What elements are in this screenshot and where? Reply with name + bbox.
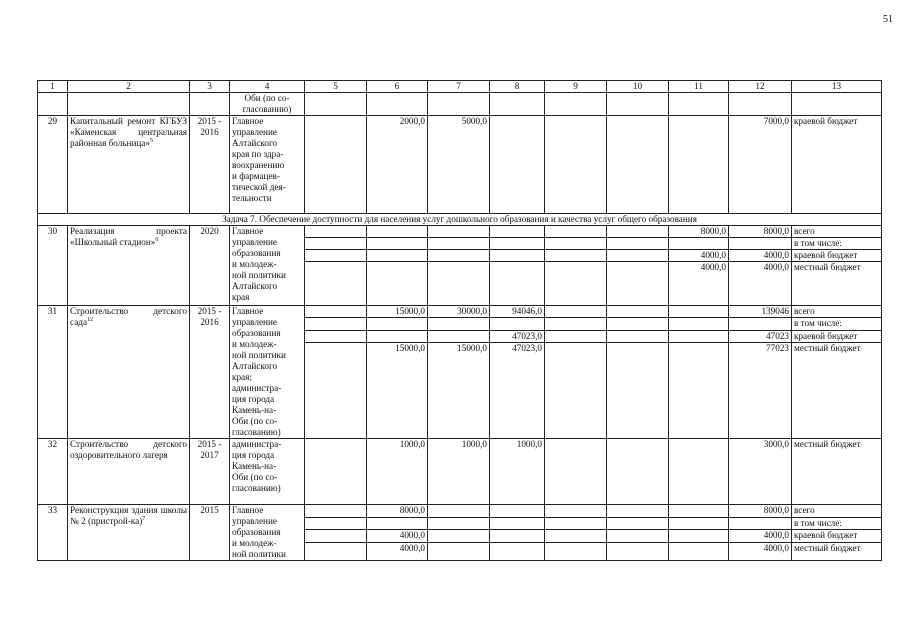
measure-name: Строительство детского оздоровительного лагеря: [68, 439, 190, 505]
value-cell: 3000,0: [729, 439, 792, 505]
source-cell: местный бюджет: [792, 343, 882, 439]
source-cell: всего: [792, 226, 882, 238]
value-cell: 4000,0: [367, 530, 428, 543]
value-cell: [428, 318, 490, 330]
value-cell: 4000,0: [729, 250, 792, 262]
value-cell: 1000,0: [490, 439, 545, 505]
measure-name: Капитальный ремонт КГБУЗ «Каменская центральная районная больница»$^5$: [68, 116, 190, 214]
row-number: 30: [38, 226, 68, 306]
table-row: [38, 306, 882, 318]
table-row: [38, 439, 882, 505]
years-cell: 2015: [190, 505, 230, 561]
value-cell: 94046,0: [490, 306, 545, 318]
value-cell: 139046: [729, 306, 792, 318]
col-header: 9: [545, 81, 607, 93]
source-cell: краевой бюджет: [792, 116, 882, 214]
source-cell: в том числе:: [792, 318, 882, 330]
table-row: [38, 93, 882, 116]
value-cell: [367, 318, 428, 330]
source-cell: в том числе:: [792, 517, 882, 530]
value-cell: [729, 517, 792, 530]
measure-name: Реализация проекта «Школьный стадион»$^6$: [68, 226, 190, 306]
program-table: [37, 80, 882, 561]
table-row: [38, 505, 882, 518]
source-cell: местный бюджет: [792, 439, 882, 505]
source-cell: всего: [792, 306, 882, 318]
source-cell: краевой бюджет: [792, 250, 882, 262]
value-cell: 4000,0: [729, 543, 792, 561]
page-number: 51: [883, 14, 893, 25]
col-header: 11: [669, 81, 729, 93]
col-header: 2: [68, 81, 190, 93]
value-cell: 1000,0: [367, 439, 428, 505]
source-cell: краевой бюджет: [792, 530, 882, 543]
source-cell: местный бюджет: [792, 262, 882, 306]
value-cell: 2000,0: [367, 116, 428, 214]
value-cell: 15000,0: [428, 343, 490, 439]
col-header: 3: [190, 81, 230, 93]
col-header: 6: [367, 81, 428, 93]
value-cell: [729, 318, 792, 330]
row-number: 29: [38, 116, 68, 214]
value-cell: [367, 517, 428, 530]
value-cell: 15000,0: [367, 343, 428, 439]
executor-cell: Главное управление образования и молодеж- ной политики: [230, 505, 305, 561]
source-cell: всего: [792, 505, 882, 518]
value-cell: 4000,0: [669, 250, 729, 262]
years-cell: 2015 - 2017: [190, 439, 230, 505]
col-header: 7: [428, 81, 490, 93]
col-header: 8: [490, 81, 545, 93]
table-row: [38, 116, 882, 214]
measure-name: Реконструкция здания школы № 2 (пристрой-ка)$^7$: [68, 505, 190, 561]
executor-cell: администра- ция города Камень-на- Оби (по со- гласованию): [230, 439, 305, 505]
source-cell: в том числе:: [792, 238, 882, 250]
col-header: 13: [792, 81, 882, 93]
value-cell: 30000,0: [428, 306, 490, 318]
value-cell: 8000,0: [367, 505, 428, 518]
table-row: [38, 226, 882, 238]
years-cell: 2020: [190, 226, 230, 306]
value-cell: [669, 238, 729, 250]
value-cell: 8000,0: [729, 505, 792, 518]
task-heading-row: [38, 214, 882, 226]
value-cell: 7000,0: [729, 116, 792, 214]
value-cell: 47023,0: [490, 330, 545, 342]
task-heading: Задача 7. Обеспечение доступности для населения услуг дошкольного образования и качества услуг общего образования: [38, 214, 882, 226]
executor-cell: Главное управление образования и молодеж- ной политики Алтайского края; администра- ция города Камень-на- Оби (по со- гласованию): [230, 306, 305, 439]
row-number: 33: [38, 505, 68, 561]
value-cell: 15000,0: [367, 306, 428, 318]
executor-cell: Оби (по со- гласованию): [230, 93, 305, 116]
value-cell: 1000,0: [428, 439, 490, 505]
executor-cell: Главное управление образования и молодеж- ной политики Алтайского края: [230, 226, 305, 306]
column-number-row: [38, 81, 882, 93]
value-cell: 47023,0: [490, 343, 545, 439]
years-cell: 2015 - 2016: [190, 306, 230, 439]
col-header: 5: [305, 81, 367, 93]
col-header: 4: [230, 81, 305, 93]
value-cell: [428, 330, 490, 342]
row-number: 32: [38, 439, 68, 505]
col-header: 10: [607, 81, 669, 93]
measure-name: Строительство детского сада$^{12}$: [68, 306, 190, 439]
source-cell: местный бюджет: [792, 543, 882, 561]
value-cell: 4000,0: [729, 530, 792, 543]
value-cell: 4000,0: [669, 262, 729, 306]
col-header: 12: [729, 81, 792, 93]
value-cell: 8000,0: [669, 226, 729, 238]
value-cell: 4000,0: [729, 262, 792, 306]
executor-cell: Главное управление Алтайского края по здра- воохранению и фармацев- тической дея- тельности: [230, 116, 305, 214]
value-cell: [490, 318, 545, 330]
value-cell: [729, 238, 792, 250]
value-cell: 8000,0: [729, 226, 792, 238]
value-cell: [367, 330, 428, 342]
value-cell: 47023: [729, 330, 792, 342]
row-number: 31: [38, 306, 68, 439]
value-cell: 77023: [729, 343, 792, 439]
value-cell: 4000,0: [367, 543, 428, 561]
source-cell: краевой бюджет: [792, 330, 882, 342]
value-cell: 5000,0: [428, 116, 490, 214]
col-header: 1: [38, 81, 68, 93]
years-cell: 2015 - 2016: [190, 116, 230, 214]
